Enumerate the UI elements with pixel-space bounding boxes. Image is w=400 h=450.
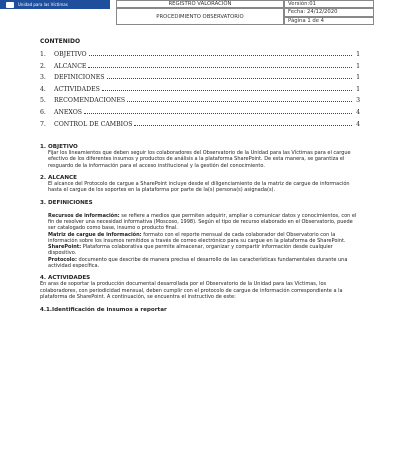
toc-page: 1: [356, 85, 360, 93]
toc-leader-dots: [102, 90, 352, 91]
toc-leader-dots: [107, 78, 353, 79]
toc-label: DEFINICIONES: [54, 74, 105, 82]
section-text: En aras de soportar la producción documental desarrollada por el Observatorio de la Unidad para las Víctimas, los colaboradores, con periodicidad mensual, deben cumplir con el protocolo de cargue de información correspondiente a la plataforma de SharePoint. A continuación, se encuentra el instructivo de este:: [40, 281, 343, 300]
toc-label: ANEXOS: [54, 108, 83, 116]
section-title: ALCANCE: [48, 175, 77, 182]
section-text: Fijar los lineamientos que deben seguir los colaboradores del Observatorio de la Unidad para las Víctimas para el cargue efectivo de los diferentes insumos y productos de análisis a la plataforma SharePoint. De esta manera, se garantiza el resguardo de la información para el acceso institucional y la gestión del conocimiento.: [48, 150, 351, 169]
toc-page: 4: [356, 108, 360, 116]
document-header: [0, 0, 400, 30]
toc-leader-dots: [89, 55, 352, 56]
definition-text: formato con el reporte mensual de cada colaborador del Observatorio con la información sobre los insumos remitidos a través de correo electrónico para su cargue en la plataforma de SharePoint.: [48, 231, 346, 244]
toc-label: CONTROL DE CAMBIOS: [54, 120, 133, 128]
toc-item-alcance[interactable]: [40, 63, 360, 75]
section-number: 3.: [40, 199, 47, 206]
toc-page: 1: [356, 74, 360, 82]
version-cell: Versión:01: [284, 0, 374, 8]
toc-page: 3: [356, 97, 360, 105]
section-definiciones: [40, 200, 360, 270]
toc-leader-dots: [84, 113, 352, 114]
toc-item-anexos[interactable]: [40, 109, 360, 121]
toc-number: 2.: [40, 62, 46, 70]
definition-text: se refiere a medios que permiten adquirir, ampliar o comunicar datos y conocimientos, con el fin de resolver una necesidad informativa (Moscoso, 1998). Según el tipo de recurso elaborado en el Observatorio, puede ser catalogado como base, insumo o producto final.: [48, 212, 357, 232]
toc-page: 1: [356, 51, 360, 58]
toc-leader-dots: [88, 67, 352, 68]
section-objetivo: [40, 144, 360, 169]
definition-term: Recursos de información:: [48, 212, 120, 219]
seal-icon: [6, 2, 14, 8]
toc-item-actividades[interactable]: [40, 86, 360, 98]
definition-item: [48, 232, 360, 245]
section-heading: [40, 200, 360, 206]
toc-label: RECOMENDACIONES: [54, 97, 126, 105]
definition-term: Matriz de cargue de información:: [48, 231, 142, 238]
section-actividades: [40, 275, 360, 313]
section-number: 2.: [40, 175, 47, 182]
document-body: [40, 38, 360, 313]
doc-type-cell: REGISTRO VALORACIÓN: [116, 0, 284, 8]
section-title: OBJETIVO: [48, 144, 78, 151]
toc-title: CONTENIDO: [40, 38, 81, 45]
toc-number: 5.: [40, 97, 46, 105]
toc-number: 1.: [40, 51, 46, 58]
definition-item: [48, 257, 360, 270]
institution-logo: [0, 0, 110, 9]
section-text: El alcance del Protocolo de cargue a SharePoint incluye desde el diligenciamiento de la matriz de cargue de información hasta el cargue de los soportes en la plataforma por parte de la(s) persona(s) asignada(s).: [48, 181, 350, 194]
definition-term: SharePoint:: [48, 244, 82, 251]
procedure-title-cell: PROCEDIMIENTO OBSERVATORIO: [116, 8, 284, 25]
toc-item-objetivo[interactable]: [40, 51, 360, 63]
toc-page: 4: [356, 120, 360, 128]
subsection-title: 4.1.Identificación de insumos a reportar: [40, 307, 167, 314]
toc-number: 7.: [40, 120, 46, 128]
definition-term: Protocolo:: [48, 256, 77, 263]
toc-number: 3.: [40, 74, 46, 82]
section-alcance: [40, 175, 360, 194]
toc-leader-dots: [134, 125, 352, 126]
definition-text: Plataforma colaborativa que permite almacenar, organizar y compartir información desde cualquier dispositivo.: [48, 244, 333, 257]
toc-label: ACTIVIDADES: [54, 85, 100, 93]
section-number: 1.: [40, 144, 47, 151]
definition-text: documento que describe de manera precisa el desarrollo de las características fundamentales durante una actividad específica.: [48, 256, 348, 270]
section-title: DEFINICIONES: [48, 199, 93, 206]
toc-page: 1: [356, 62, 360, 70]
toc-number: 6.: [40, 108, 46, 116]
toc-item-control-de-cambios[interactable]: [40, 121, 360, 133]
date-cell: Fecha: 24/12/2020: [284, 8, 374, 17]
toc-number: 4.: [40, 85, 46, 93]
logo-text: Unidad para las Víctimas: [18, 2, 68, 7]
toc-item-definiciones[interactable]: [40, 74, 360, 86]
section-number: 4.: [40, 275, 47, 282]
definition-item: [48, 244, 360, 257]
toc-leader-dots: [127, 101, 352, 102]
definition-item: [48, 213, 360, 232]
section-title: ACTIVIDADES: [48, 275, 91, 282]
toc-item-recomendaciones[interactable]: [40, 97, 360, 109]
page-number-cell: Página 1 de 4: [284, 17, 374, 26]
table-of-contents: [40, 51, 360, 132]
toc-label: ALCANCE: [54, 62, 87, 70]
toc-label: OBJETIVO: [54, 51, 87, 58]
